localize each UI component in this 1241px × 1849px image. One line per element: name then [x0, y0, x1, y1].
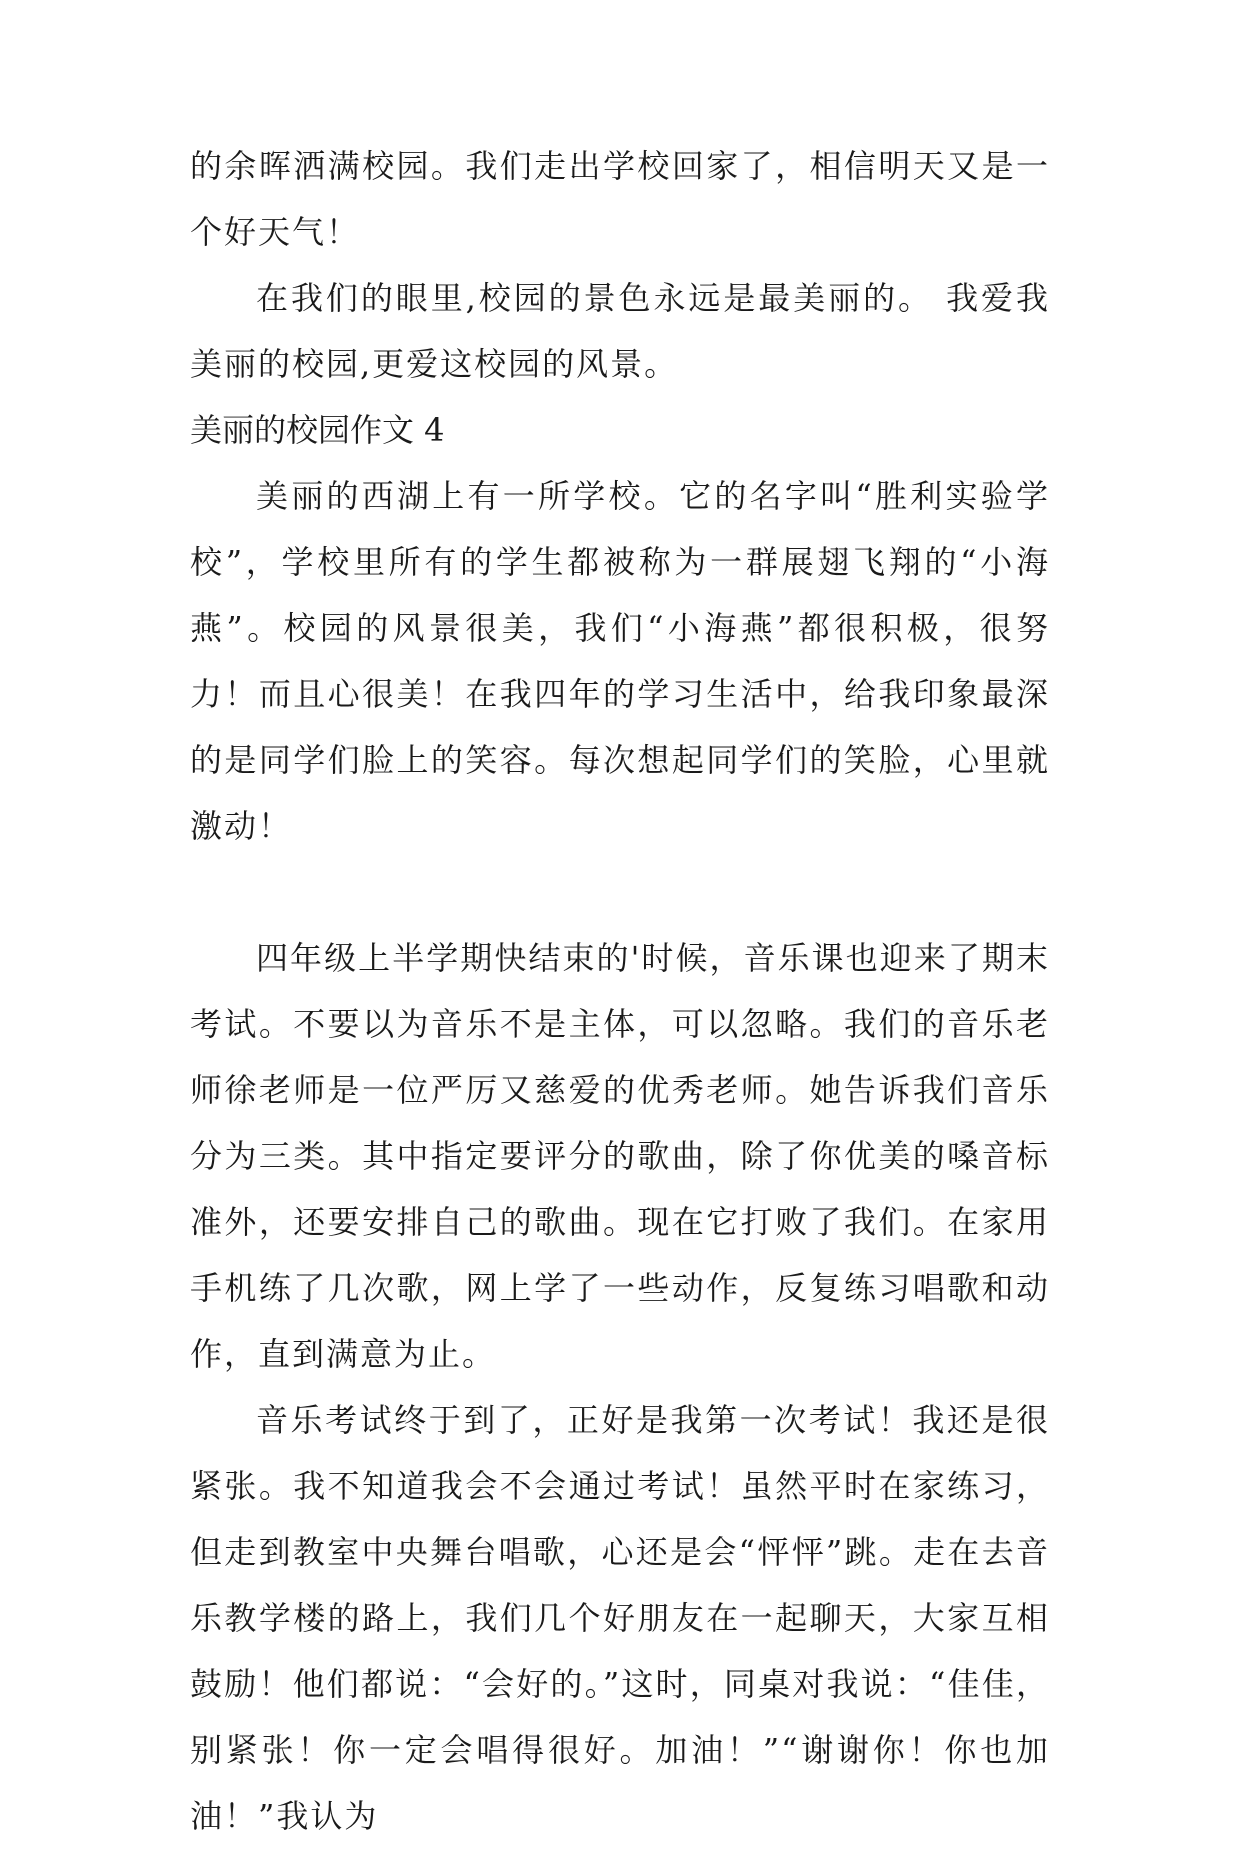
document-body — [190, 133, 1050, 1849]
paragraph-4: 音乐考试终于到了，正好是我第一次考试！我还是很紧张。我不知道我会不会通过考试！虽然平时在家练习，但走到教室中央舞台唱歌，心还是会“怦怦”跳。走在去音乐教学楼的路上，我们几个好朋友在一起聊天，大家互相鼓励！他们都说：“会好的。”这时，同桌对我说：“佳佳，别紧张！你一定会唱得很好。加油！”“谢谢你！你也加油！”我认为 — [190, 1401, 1050, 1835]
paragraph-gap — [190, 859, 1050, 925]
paragraph-3: 四年级上半学期快结束的'时候，音乐课也迎来了期末考试。不要以为音乐不是主体，可以忽略。我们的音乐老师徐老师是一位严厉又慈爱的优秀老师。她告诉我们音乐分为三类。其中指定要评分的歌曲，除了你优美的嗓音标准外，还要安排自己的歌曲。现在它打败了我们。在家用手机练了几次歌，网上学了一些动作，反复练习唱歌和动作，直到满意为止。 — [190, 939, 1050, 1373]
continued-paragraph: 的余晖洒满校园。我们走出学校回家了，相信明天又是一个好天气！ — [190, 147, 1050, 251]
section-heading: 美丽的校园作文 4 — [190, 411, 445, 449]
paragraph-1: 在我们的眼里,校园的景色永远是最美丽的。 我爱我美丽的校园,更爱这校园的风景。 — [190, 279, 1050, 383]
paragraph-2: 美丽的西湖上有一所学校。它的名字叫“胜利实验学校”，学校里所有的学生都被称为一群展翅飞翔的“小海燕”。校园的风景很美，我们“小海燕”都很积极，很努力！而且心很美！在我四年的学习生活中，给我印象最深的是同学们脸上的笑容。每次想起同学们的笑脸，心里就激动！ — [190, 477, 1050, 845]
